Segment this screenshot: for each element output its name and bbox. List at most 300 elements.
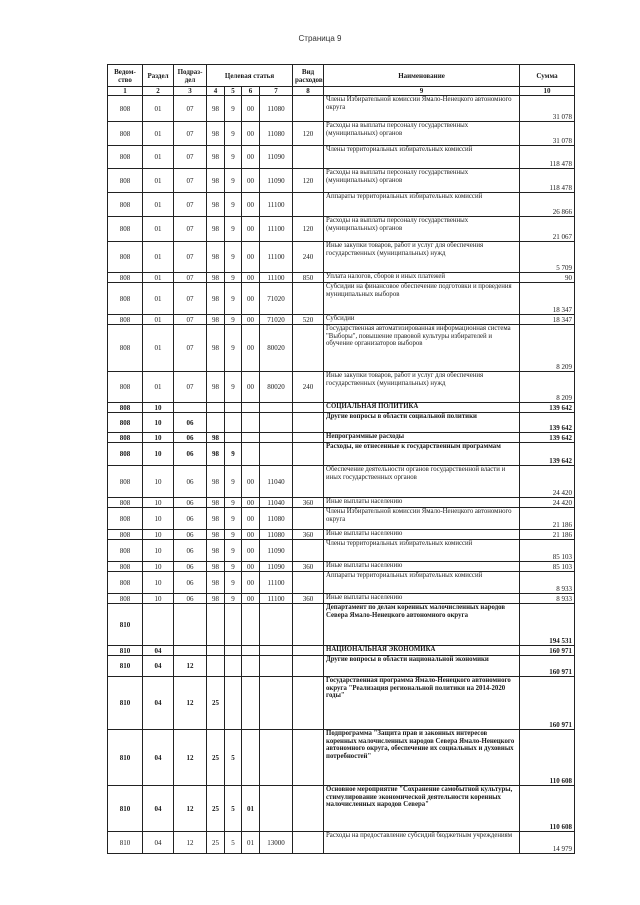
cell-code: 9 bbox=[225, 315, 242, 325]
cell-sum: 139 642 bbox=[520, 413, 575, 433]
table-row bbox=[108, 730, 575, 786]
cell-code: 00 bbox=[242, 572, 260, 594]
table-row bbox=[108, 530, 575, 540]
cell-code: 06 bbox=[174, 498, 207, 508]
cell-code bbox=[260, 656, 293, 677]
table-row bbox=[108, 832, 575, 854]
col-header-podrazdel: Подраз-дел bbox=[174, 65, 207, 87]
table-row bbox=[108, 508, 575, 530]
cell-code: 01 bbox=[143, 169, 174, 193]
cell-code: 9 bbox=[225, 283, 242, 315]
table-row bbox=[108, 96, 575, 122]
cell-code: 00 bbox=[242, 193, 260, 217]
cell-code: 808 bbox=[108, 562, 143, 572]
cell-code: 11100 bbox=[260, 242, 293, 273]
cell-code: 10 bbox=[143, 466, 174, 498]
cell-code: 00 bbox=[242, 530, 260, 540]
cell-code: 25 bbox=[207, 730, 225, 786]
cell-code bbox=[293, 283, 324, 315]
cell-code bbox=[260, 413, 293, 433]
cell-code: 9 bbox=[225, 273, 242, 283]
cell-code bbox=[293, 604, 324, 646]
cell-code: 808 bbox=[108, 283, 143, 315]
table-row bbox=[108, 540, 575, 562]
cell-sum: 14 979 bbox=[520, 832, 575, 854]
cell-code: 9 bbox=[225, 242, 242, 273]
cell-sum: 31 078 bbox=[520, 122, 575, 146]
table-row bbox=[108, 403, 575, 413]
cell-name: Уплата налогов, сборов и иных платежей bbox=[324, 273, 520, 283]
cell-code: 808 bbox=[108, 122, 143, 146]
cell-code: 520 bbox=[293, 315, 324, 325]
cell-code: 9 bbox=[225, 562, 242, 572]
cell-code: 07 bbox=[174, 96, 207, 122]
cell-code: 00 bbox=[242, 562, 260, 572]
table-row bbox=[108, 372, 575, 403]
cell-code: 808 bbox=[108, 146, 143, 169]
cell-code: 808 bbox=[108, 498, 143, 508]
cell-sum: 110 608 bbox=[520, 730, 575, 786]
column-number: 1 bbox=[108, 87, 143, 96]
cell-code: 06 bbox=[174, 508, 207, 530]
cell-code: 12 bbox=[174, 656, 207, 677]
cell-code: 04 bbox=[143, 730, 174, 786]
cell-code bbox=[242, 730, 260, 786]
cell-code: 01 bbox=[242, 832, 260, 854]
cell-sum: 21 186 bbox=[520, 530, 575, 540]
cell-code: 808 bbox=[108, 372, 143, 403]
cell-code: 850 bbox=[293, 273, 324, 283]
cell-code: 98 bbox=[207, 572, 225, 594]
cell-code: 00 bbox=[242, 169, 260, 193]
cell-code: 01 bbox=[143, 96, 174, 122]
cell-code: 04 bbox=[143, 677, 174, 730]
cell-name: Непрограммные расходы bbox=[324, 433, 520, 443]
cell-code: 01 bbox=[143, 273, 174, 283]
cell-code: 07 bbox=[174, 146, 207, 169]
cell-code bbox=[174, 604, 207, 646]
cell-name: Иные выплаты населению bbox=[324, 594, 520, 604]
cell-code: 06 bbox=[174, 594, 207, 604]
cell-name: Подпрограмма "Защита прав и законных интересов коренных малочисленных народов Севера Ямало-Ненецкого автономного округа, обеспечение их социальных и духовных потребностей" bbox=[324, 730, 520, 786]
cell-code bbox=[293, 466, 324, 498]
cell-name: Иные закупки товаров, работ и услуг для обеспечения государственных (муниципальных) нужд bbox=[324, 242, 520, 273]
cell-code: 9 bbox=[225, 508, 242, 530]
cell-code: 9 bbox=[225, 443, 242, 466]
cell-name: Аппараты территориальных избирательных комиссий bbox=[324, 193, 520, 217]
cell-name: Департамент по делам коренных малочисленных народов Севера Ямало-Ненецкого автономного округа bbox=[324, 604, 520, 646]
cell-name: Государственная программа Ямало-Ненецкого автономного округа "Реализация региональной политики на 2014-2020 годы" bbox=[324, 677, 520, 730]
cell-code: 9 bbox=[225, 372, 242, 403]
col-header-vid: Вид расходов bbox=[293, 65, 324, 87]
cell-name: Расходы, не отнесенные к государственным программам bbox=[324, 443, 520, 466]
column-number: 6 bbox=[242, 87, 260, 96]
cell-code: 04 bbox=[143, 646, 174, 656]
cell-code: 07 bbox=[174, 283, 207, 315]
cell-code: 11040 bbox=[260, 498, 293, 508]
cell-code: 06 bbox=[174, 572, 207, 594]
table-row bbox=[108, 786, 575, 832]
cell-name: Основное мероприятие "Сохранение самобытной культуры, стимулирование экономической деятельности коренных малочисленных народов Севера" bbox=[324, 786, 520, 832]
cell-code: 120 bbox=[293, 217, 324, 242]
cell-code bbox=[242, 656, 260, 677]
cell-code bbox=[174, 646, 207, 656]
cell-code: 12 bbox=[174, 730, 207, 786]
cell-name: Члены Избирательной комиссии Ямало-Ненецкого автономного округа bbox=[324, 508, 520, 530]
cell-code: 360 bbox=[293, 562, 324, 572]
cell-code: 10 bbox=[143, 562, 174, 572]
cell-code: 07 bbox=[174, 325, 207, 372]
cell-sum: 21 186 bbox=[520, 508, 575, 530]
cell-code: 808 bbox=[108, 403, 143, 413]
cell-code bbox=[225, 413, 242, 433]
cell-sum: 8 209 bbox=[520, 372, 575, 403]
cell-code: 10 bbox=[143, 433, 174, 443]
cell-code: 80020 bbox=[260, 372, 293, 403]
table-row bbox=[108, 325, 575, 372]
table-row bbox=[108, 498, 575, 508]
cell-code bbox=[293, 540, 324, 562]
cell-code: 71020 bbox=[260, 283, 293, 315]
cell-code: 9 bbox=[225, 122, 242, 146]
table-row bbox=[108, 572, 575, 594]
cell-name: Расходы на выплаты персоналу государственных (муниципальных) органов bbox=[324, 217, 520, 242]
cell-code: 98 bbox=[207, 540, 225, 562]
cell-code bbox=[225, 433, 242, 443]
cell-code: 04 bbox=[143, 786, 174, 832]
cell-code: 9 bbox=[225, 96, 242, 122]
cell-code: 10 bbox=[143, 443, 174, 466]
cell-sum: 160 971 bbox=[520, 677, 575, 730]
cell-code: 808 bbox=[108, 193, 143, 217]
cell-code: 11100 bbox=[260, 193, 293, 217]
cell-code bbox=[174, 403, 207, 413]
cell-code: 07 bbox=[174, 217, 207, 242]
cell-code: 98 bbox=[207, 169, 225, 193]
cell-sum: 160 971 bbox=[520, 656, 575, 677]
table-row bbox=[108, 283, 575, 315]
cell-code: 10 bbox=[143, 498, 174, 508]
cell-code: 07 bbox=[174, 315, 207, 325]
cell-code: 00 bbox=[242, 122, 260, 146]
cell-code: 360 bbox=[293, 530, 324, 540]
cell-sum: 8 933 bbox=[520, 572, 575, 594]
cell-code bbox=[293, 413, 324, 433]
cell-code: 808 bbox=[108, 433, 143, 443]
cell-code bbox=[242, 677, 260, 730]
column-numbers-row bbox=[108, 87, 575, 96]
cell-code: 06 bbox=[174, 562, 207, 572]
cell-code bbox=[260, 433, 293, 443]
cell-code: 11100 bbox=[260, 217, 293, 242]
cell-code: 00 bbox=[242, 273, 260, 283]
cell-code: 98 bbox=[207, 96, 225, 122]
cell-code bbox=[293, 677, 324, 730]
cell-code: 11090 bbox=[260, 562, 293, 572]
cell-code: 98 bbox=[207, 325, 225, 372]
cell-name: СОЦИАЛЬНАЯ ПОЛИТИКА bbox=[324, 403, 520, 413]
cell-code: 360 bbox=[293, 594, 324, 604]
cell-code: 98 bbox=[207, 466, 225, 498]
cell-code: 10 bbox=[143, 540, 174, 562]
cell-sum: 5 709 bbox=[520, 242, 575, 273]
cell-code: 9 bbox=[225, 325, 242, 372]
cell-name: Аппараты территориальных избирательных комиссий bbox=[324, 572, 520, 594]
cell-code: 5 bbox=[225, 730, 242, 786]
cell-sum: 118 478 bbox=[520, 146, 575, 169]
cell-name: Субсидии bbox=[324, 315, 520, 325]
cell-code: 808 bbox=[108, 96, 143, 122]
cell-code: 808 bbox=[108, 169, 143, 193]
cell-code: 00 bbox=[242, 217, 260, 242]
cell-code: 10 bbox=[143, 530, 174, 540]
cell-code: 25 bbox=[207, 786, 225, 832]
cell-code: 07 bbox=[174, 242, 207, 273]
table-row bbox=[108, 193, 575, 217]
cell-code bbox=[207, 604, 225, 646]
cell-code: 01 bbox=[143, 122, 174, 146]
cell-code: 25 bbox=[207, 832, 225, 854]
cell-code: 00 bbox=[242, 508, 260, 530]
cell-code: 808 bbox=[108, 273, 143, 283]
cell-code: 808 bbox=[108, 540, 143, 562]
cell-code: 04 bbox=[143, 656, 174, 677]
cell-code: 01 bbox=[143, 217, 174, 242]
cell-code: 810 bbox=[108, 730, 143, 786]
cell-code: 98 bbox=[207, 283, 225, 315]
cell-sum: 85 103 bbox=[520, 540, 575, 562]
cell-code: 13000 bbox=[260, 832, 293, 854]
budget-table bbox=[107, 64, 575, 854]
cell-code: 10 bbox=[143, 403, 174, 413]
cell-code bbox=[242, 433, 260, 443]
cell-code: 11100 bbox=[260, 572, 293, 594]
cell-code: 11040 bbox=[260, 466, 293, 498]
cell-code bbox=[260, 677, 293, 730]
cell-code: 01 bbox=[143, 193, 174, 217]
cell-code: 98 bbox=[207, 122, 225, 146]
cell-code: 98 bbox=[207, 443, 225, 466]
cell-code: 98 bbox=[207, 498, 225, 508]
cell-code: 06 bbox=[174, 540, 207, 562]
cell-code: 01 bbox=[242, 786, 260, 832]
cell-name: Расходы на выплаты персоналу государственных (муниципальных) органов bbox=[324, 122, 520, 146]
cell-name: Расходы на предоставление субсидий бюджетным учреждениям bbox=[324, 832, 520, 854]
cell-code bbox=[225, 646, 242, 656]
cell-code: 5 bbox=[225, 786, 242, 832]
cell-code bbox=[293, 730, 324, 786]
cell-code bbox=[293, 433, 324, 443]
cell-code: 11080 bbox=[260, 96, 293, 122]
col-header-sum: Сумма bbox=[520, 65, 575, 87]
cell-code: 01 bbox=[143, 372, 174, 403]
cell-code: 9 bbox=[225, 217, 242, 242]
column-number: 5 bbox=[225, 87, 242, 96]
cell-code bbox=[207, 646, 225, 656]
cell-code: 9 bbox=[225, 169, 242, 193]
cell-code bbox=[225, 403, 242, 413]
cell-code: 98 bbox=[207, 508, 225, 530]
cell-code: 00 bbox=[242, 540, 260, 562]
cell-code: 98 bbox=[207, 193, 225, 217]
cell-code: 07 bbox=[174, 122, 207, 146]
cell-code: 11080 bbox=[260, 508, 293, 530]
cell-code bbox=[242, 604, 260, 646]
cell-name: Члены территориальных избирательных комиссий bbox=[324, 540, 520, 562]
cell-code: 808 bbox=[108, 413, 143, 433]
cell-name: Иные выплаты населению bbox=[324, 498, 520, 508]
cell-code: 06 bbox=[174, 413, 207, 433]
cell-code: 9 bbox=[225, 572, 242, 594]
cell-code bbox=[260, 604, 293, 646]
cell-code: 808 bbox=[108, 508, 143, 530]
cell-code: 00 bbox=[242, 315, 260, 325]
cell-name: Члены Избирательной комиссии Ямало-Ненецкого автономного округа bbox=[324, 96, 520, 122]
cell-code: 11090 bbox=[260, 169, 293, 193]
table-row bbox=[108, 677, 575, 730]
cell-name: Расходы на выплаты персоналу государственных (муниципальных) органов bbox=[324, 169, 520, 193]
cell-code: 12 bbox=[174, 786, 207, 832]
cell-code: 240 bbox=[293, 242, 324, 273]
cell-code: 11080 bbox=[260, 530, 293, 540]
cell-name: Иные закупки товаров, работ и услуг для обеспечения государственных (муниципальных) нужд bbox=[324, 372, 520, 403]
cell-name: Другие вопросы в области социальной политики bbox=[324, 413, 520, 433]
cell-code: 00 bbox=[242, 325, 260, 372]
cell-code: 808 bbox=[108, 217, 143, 242]
table-body bbox=[108, 96, 575, 854]
cell-code: 98 bbox=[207, 562, 225, 572]
cell-code: 06 bbox=[174, 530, 207, 540]
cell-code: 808 bbox=[108, 443, 143, 466]
cell-sum: 18 347 bbox=[520, 315, 575, 325]
cell-code: 06 bbox=[174, 433, 207, 443]
cell-code: 07 bbox=[174, 372, 207, 403]
cell-code: 5 bbox=[225, 832, 242, 854]
cell-code bbox=[293, 572, 324, 594]
table-row bbox=[108, 242, 575, 273]
page-header: Страница 9 bbox=[298, 34, 342, 43]
cell-code bbox=[225, 656, 242, 677]
cell-code: 10 bbox=[143, 572, 174, 594]
cell-code: 9 bbox=[225, 540, 242, 562]
cell-code bbox=[293, 656, 324, 677]
cell-code bbox=[207, 656, 225, 677]
cell-code: 9 bbox=[225, 594, 242, 604]
cell-code bbox=[293, 325, 324, 372]
cell-sum: 85 103 bbox=[520, 562, 575, 572]
table-row bbox=[108, 604, 575, 646]
cell-code: 810 bbox=[108, 656, 143, 677]
cell-code: 9 bbox=[225, 498, 242, 508]
cell-code: 120 bbox=[293, 122, 324, 146]
cell-code bbox=[293, 193, 324, 217]
cell-code: 360 bbox=[293, 498, 324, 508]
cell-code: 98 bbox=[207, 217, 225, 242]
cell-sum: 139 642 bbox=[520, 443, 575, 466]
cell-code bbox=[260, 730, 293, 786]
column-number: 9 bbox=[324, 87, 520, 96]
cell-name: Государственная автоматизированная информационная система "Выборы", повышение правовой культуры избирателей и обучение организаторов выборов bbox=[324, 325, 520, 372]
cell-name: Иные выплаты населению bbox=[324, 530, 520, 540]
cell-code: 98 bbox=[207, 273, 225, 283]
cell-code bbox=[293, 443, 324, 466]
table-row bbox=[108, 315, 575, 325]
cell-code: 01 bbox=[143, 146, 174, 169]
table-row bbox=[108, 443, 575, 466]
cell-sum: 21 067 bbox=[520, 217, 575, 242]
cell-code: 25 bbox=[207, 677, 225, 730]
cell-code: 71020 bbox=[260, 315, 293, 325]
table-row bbox=[108, 646, 575, 656]
cell-code: 06 bbox=[174, 443, 207, 466]
cell-code: 11100 bbox=[260, 594, 293, 604]
col-header-razdel: Раздел bbox=[143, 65, 174, 87]
cell-code bbox=[293, 832, 324, 854]
cell-code: 98 bbox=[207, 372, 225, 403]
cell-code: 06 bbox=[174, 466, 207, 498]
table-row bbox=[108, 466, 575, 498]
cell-code: 808 bbox=[108, 325, 143, 372]
cell-code: 11100 bbox=[260, 273, 293, 283]
cell-code bbox=[293, 646, 324, 656]
cell-name: Другие вопросы в области национальной экономики bbox=[324, 656, 520, 677]
cell-code: 808 bbox=[108, 242, 143, 273]
table-row bbox=[108, 146, 575, 169]
cell-code: 810 bbox=[108, 677, 143, 730]
cell-name: Члены территориальных избирательных комиссий bbox=[324, 146, 520, 169]
column-number: 4 bbox=[207, 87, 225, 96]
cell-code: 80020 bbox=[260, 325, 293, 372]
cell-sum: 139 642 bbox=[520, 433, 575, 443]
cell-code: 98 bbox=[207, 315, 225, 325]
cell-code bbox=[242, 403, 260, 413]
cell-code: 11080 bbox=[260, 122, 293, 146]
cell-code: 10 bbox=[143, 508, 174, 530]
cell-code: 808 bbox=[108, 594, 143, 604]
cell-code: 240 bbox=[293, 372, 324, 403]
cell-code bbox=[293, 508, 324, 530]
cell-code: 98 bbox=[207, 530, 225, 540]
cell-code: 98 bbox=[207, 594, 225, 604]
cell-code bbox=[242, 646, 260, 656]
table-row bbox=[108, 273, 575, 283]
cell-name: Обеспечение деятельности органов государственной власти и иных государственных органов bbox=[324, 466, 520, 498]
col-header-name: Наименование bbox=[324, 65, 520, 87]
cell-sum: 110 608 bbox=[520, 786, 575, 832]
cell-code: 00 bbox=[242, 594, 260, 604]
cell-code: 9 bbox=[225, 466, 242, 498]
cell-name: Иные выплаты населению bbox=[324, 562, 520, 572]
cell-code bbox=[242, 443, 260, 466]
cell-code: 00 bbox=[242, 283, 260, 315]
cell-code bbox=[293, 786, 324, 832]
table-row bbox=[108, 122, 575, 146]
cell-code bbox=[143, 604, 174, 646]
cell-code bbox=[260, 646, 293, 656]
cell-code: 10 bbox=[143, 413, 174, 433]
cell-code: 10 bbox=[143, 594, 174, 604]
column-number: 3 bbox=[174, 87, 207, 96]
cell-code: 9 bbox=[225, 530, 242, 540]
cell-code: 12 bbox=[174, 677, 207, 730]
cell-code: 12 bbox=[174, 832, 207, 854]
table-row bbox=[108, 433, 575, 443]
cell-code bbox=[293, 403, 324, 413]
cell-sum: 90 bbox=[520, 273, 575, 283]
table-row bbox=[108, 594, 575, 604]
cell-sum: 194 531 bbox=[520, 604, 575, 646]
cell-code: 808 bbox=[108, 466, 143, 498]
